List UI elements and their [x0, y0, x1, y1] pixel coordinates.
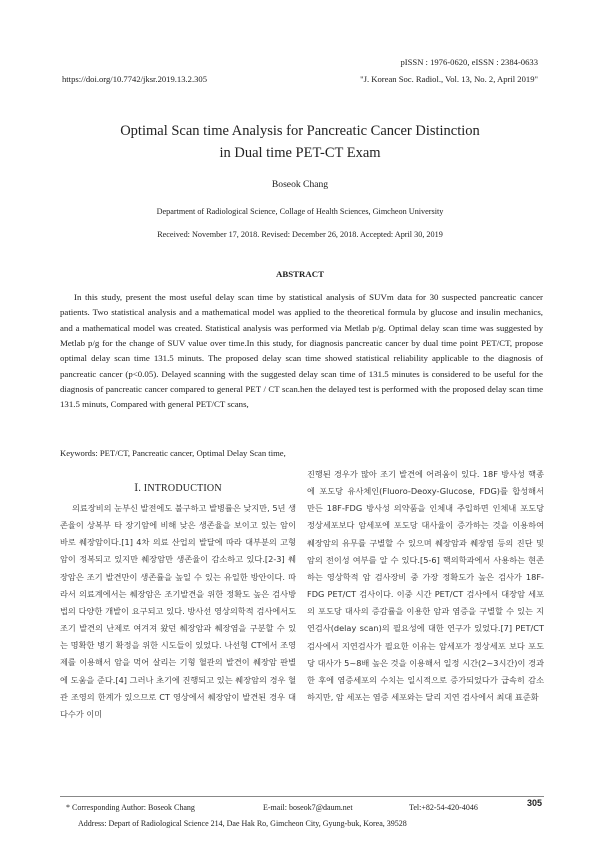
keywords: Keywords: PET/CT, Pancreatic cancer, Optimal Delay Scan time, — [60, 448, 286, 458]
affiliation: Department of Radiological Science, Collage of Health Sciences, Gimcheon University — [156, 207, 444, 216]
author: Boseok Chang — [271, 179, 329, 190]
telephone: Tel:+82-54-420-4046 — [409, 803, 478, 812]
right-column — [307, 466, 544, 706]
paper-title — [0, 120, 600, 164]
footnote-rule — [60, 796, 544, 797]
email[interactable]: E-mail: boseok7@daum.net — [263, 803, 353, 812]
left-paragraph: 의료장비의 눈부신 발전에도 불구하고 발병률은 낮지만, 5년 생존율이 상복부 타 장기암에 비해 낮은 생존율을 보이고 있는 암이 바로 췌장암이다.[1] 4차 의료 산업의 발달에 따라 대부분의 고형암이 정복되고 있지만 췌장암만 생존율이 감소하고 있다.[2-3] 췌장암은 조기 발견만이 생존률을 높일 수 있는 유일한 방안이다. 따라서 의료계에서는 췌장암은 조기발견을 위한 정확도 높은 검사방법의 다양한 개발이 요구되고 있다. 방사선 영상의학적 검사에서도 조기 발견의 난제로 여겨져 왔던 췌장암과 췌장염을 구분할 수 있는 명확한 병기 확정을 위한 시도들이 있었다. 나선형 CT에서 조영제를 이용해서 암을 먹어 살리는 기형 혈관의 발견이 췌장암 판별에 도움을 준다.[4] 그러나 초기에 진행되고 있는 췌장암의 경우 혈관 조영의 한계가 있으므로 CT 영상에서 췌장암이 발견된 경우 대다수가 이미 — [60, 503, 296, 719]
abstract-text: In this study, present the most useful delay scan time by statistical analysis of SUVm data for 30 suspected pancreatic cancer patients. Two statistical analysis and a mathematical model was applied to the theoretical formula by glucose and insulin mechanics, and a mathematical model was created. Statistical analysis was performed via Metlab p/g. Optimal delay scan time was suggested by Metlab p/g for the change of SUV value over time.In this study, for diagnosis pancreatic cancer by dual time point PET/CT, propose optimal delay scan time 131.5 minuts. The proposed delay scan time showed statistical reliability applicable to the diagnosis of pancreatic cancer (p<0.05). Delayed scanning with the suggested delay scan time of 131.5 minutes is considered to be useful for the diagnosis of pancreatic cancer compared to general PET / CT scan.hen the delayed test is performed with the proposed delay scan time 131.5 minuts, Compared with general PET/CT scans, — [60, 292, 543, 410]
section-heading: Ⅰ. INTRODUCTION — [134, 483, 222, 494]
page-number: 305 — [526, 798, 542, 808]
corresponding-author: * Corresponding Author: Boseok Chang — [66, 803, 195, 812]
dates: Received: November 17, 2018. Revised: December 26, 2018. Accepted: April 30, 2019 — [157, 230, 443, 239]
doi-link[interactable]: https://doi.org/10.7742/jksr.2019.13.2.305 — [62, 74, 207, 84]
title-line-1: Optimal Scan time Analysis for Pancreatic Cancer Distinction — [120, 123, 480, 139]
title-line-2: in Dual time PET-CT Exam — [219, 145, 381, 161]
address: Address: Depart of Radiological Science 214, Dae Hak Ro, Gimcheon City, Gyung-buk, Korea, 39528 — [78, 819, 407, 828]
left-column — [60, 500, 296, 723]
right-paragraph: 진행된 경우가 많아 조기 발견에 어려움이 있다. 18F 방사성 핵종에 포도당 유사체인(Fluoro-Deoxy-Glucose, FDG)를 합성해서 만든 18F-FDG 방사성 의약품을 인체내 주입하면 인체내 포도당 정상세포보다 암세포에 포도당 대사율이 증가하는 것을 이용하여 췌장암의 유무를 구별할 수 있으며 췌장암과 췌장염 등의 진단 및 암의 전이성 여부를 알 수 있다.[5-6] 핵의학과에서 사용하는 현존하는 영상학적 암 검사장비 중 가장 정확도가 높은 검사가 18F-FDG PET/CT 검사이다. 이중 시간 PET/CT 검사에서 대장암 세포의 포도당 대사의 증감률을 이용한 암과 염증을 구별할 수 있는 지연검사(delay scan)의 필요성에 대한 연구가 있었다.[7] PET/CT검사에서 지연검사가 필요한 이유는 암세포가 정상세포 보다 포도당 대사가 5~8배 높은 것을 이용해서 일정 시간(2~3시간)이 경과한 후에 염증세포의 수치는 일시적으로 증가되었다가 급속히 감소하지만, 암 세포는 염증 세포와는 달리 지연 검사에서 최대 표준화 — [307, 469, 544, 703]
abstract-heading: ABSTRACT — [276, 269, 324, 279]
issn-line: pISSN : 1976-0620, eISSN : 2384-0633 — [400, 57, 538, 67]
journal-citation: "J. Korean Soc. Radiol., Vol. 13, No. 2, April 2019" — [360, 74, 538, 84]
